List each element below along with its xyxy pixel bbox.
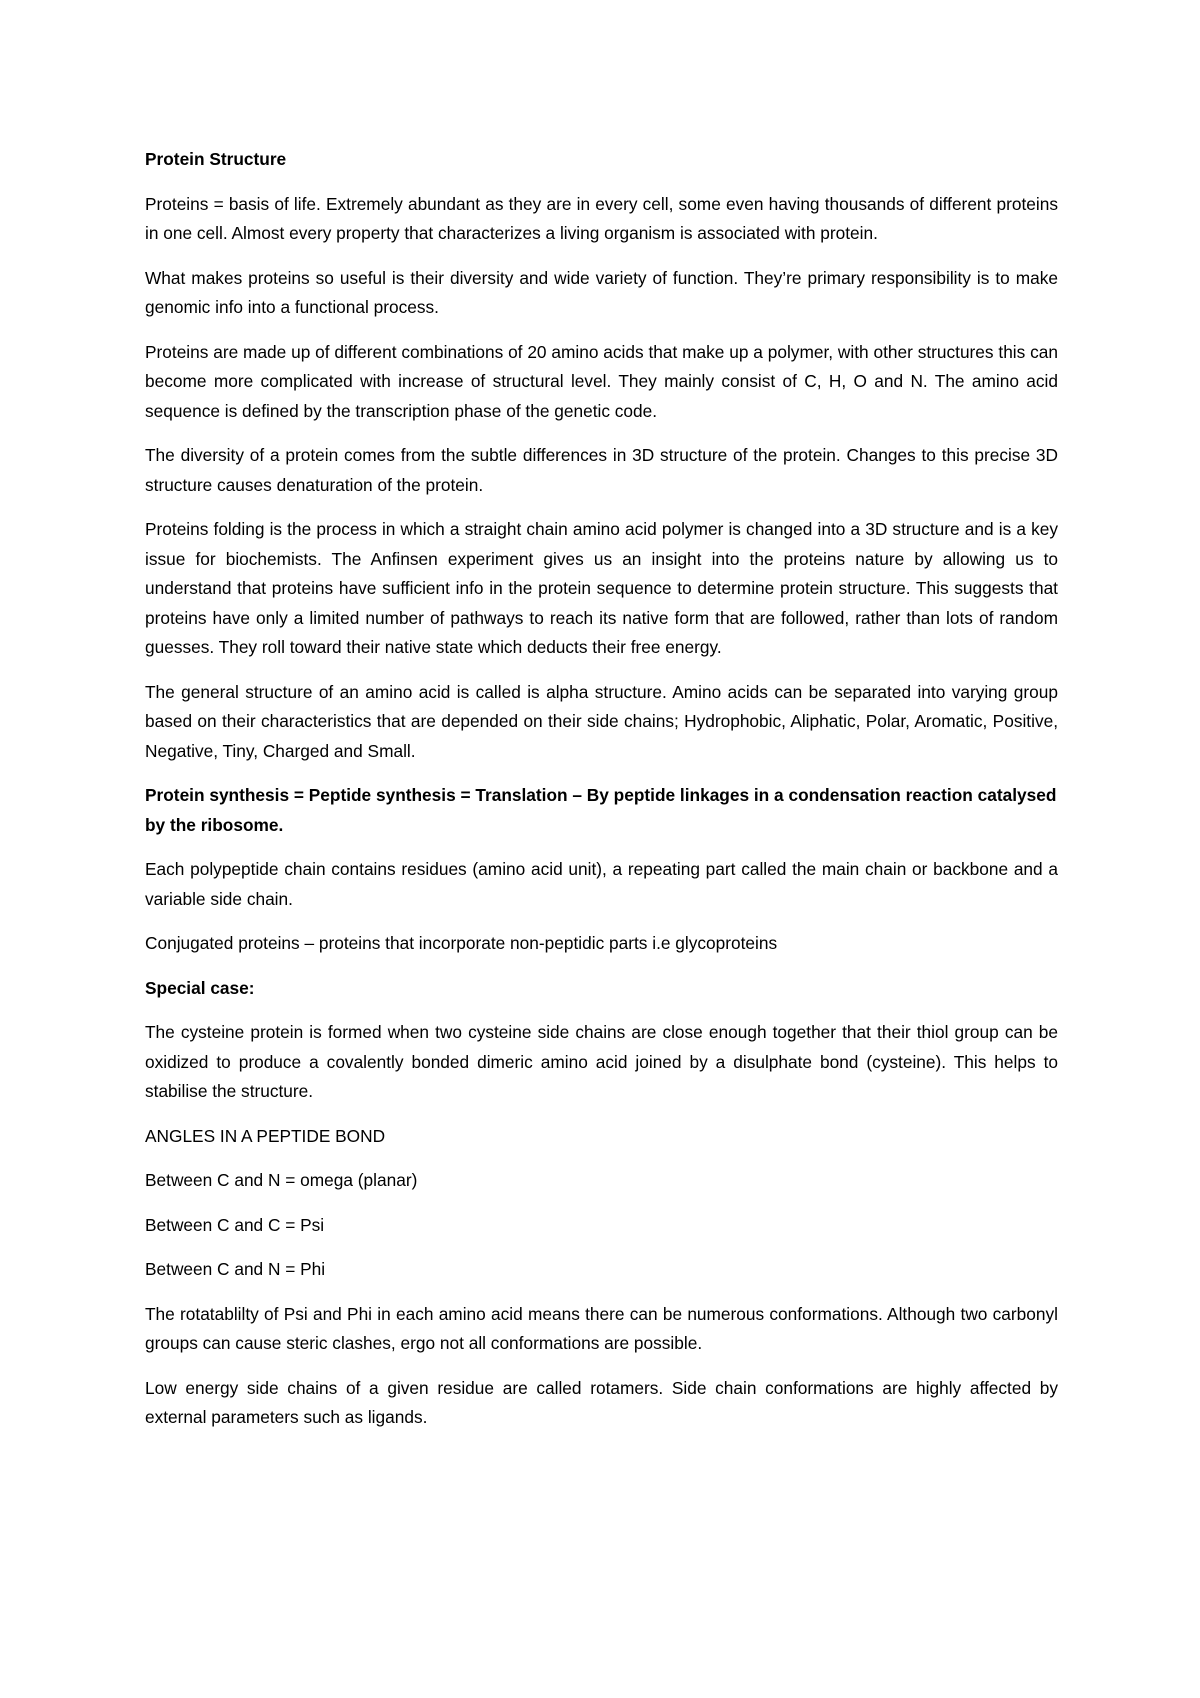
document-title: Protein Structure	[145, 149, 287, 169]
list-item: Between C and N = Phi	[145, 1259, 326, 1279]
bold-paragraph: Protein synthesis = Peptide synthesis = Translation – By peptide linkages in a condensation reaction catalysed by the ribosome.	[145, 785, 1057, 835]
paragraph: Conjugated proteins – proteins that incorporate non-peptidic parts i.e glycoproteins	[145, 933, 778, 953]
paragraph: Proteins are made up of different combinations of 20 amino acids that make up a polymer, with other structures this can become more complicated with increase of structural level. They mainly consist of C, H, O and N. The amino acid sequence is defined by the transcription phase of the genetic code.	[145, 341, 1058, 421]
paragraph: Low energy side chains of a given residue are called rotamers. Side chain conformations are highly affected by external parameters such as ligands.	[145, 1377, 1058, 1427]
list-item: Between C and C = Psi	[145, 1214, 325, 1235]
paragraph: The rotatablilty of Psi and Phi in each amino acid means there can be numerous conformations. Although two carbonyl groups can cause steric clashes, ergo not all conformations are possible.	[145, 1303, 1058, 1353]
paragraph: The diversity of a protein comes from the subtle differences in 3D structure of the protein. Changes to this precise 3D structure causes denaturation of the protein.	[145, 445, 1058, 495]
paragraph: Each polypeptide chain contains residues (amino acid unit), a repeating part called the main chain or backbone and a variable side chain.	[145, 859, 1058, 909]
paragraph: What makes proteins so useful is their diversity and wide variety of function. They’re primary responsibility is to make genomic info into a functional process.	[145, 267, 1058, 317]
paragraph: Proteins folding is the process in which a straight chain amino acid polymer is changed into a 3D structure and is a key issue for biochemists. The Anfinsen experiment gives us an insight into the proteins nature by allowing us to understand that proteins have sufficient info in the protein sequence to determine protein structure. This suggests that proteins have only a limited number of pathways to reach its native form that are followed, rather than lots of random guesses. They roll toward their native state which deducts their free energy.	[145, 519, 1058, 657]
paragraph: The cysteine protein is formed when two cysteine side chains are close enough together that their thiol group can be oxidized to produce a covalently bonded dimeric amino acid joined by a disulphate bond (cysteine). This helps to stabilise the structure.	[145, 1022, 1058, 1101]
paragraph: Proteins = basis of life. Extremely abundant as they are in every cell, some even having thousands of different proteins in one cell. Almost every property that characterizes a living organism is associated with protein.	[145, 193, 1058, 243]
document-body	[145, 145, 1058, 1448]
paragraph: The general structure of an amino acid is called is alpha structure. Amino acids can be separated into varying group based on their characteristics that are depended on their side chains; Hydrophobic, Aliphatic, Polar, Aromatic, Positive, Negative, Tiny, Charged and Small.	[145, 681, 1058, 761]
section-heading: Special case:	[145, 977, 255, 998]
section-heading: ANGLES IN A PEPTIDE BOND	[145, 1125, 386, 1146]
list-item: Between C and N = omega (planar)	[145, 1170, 418, 1190]
